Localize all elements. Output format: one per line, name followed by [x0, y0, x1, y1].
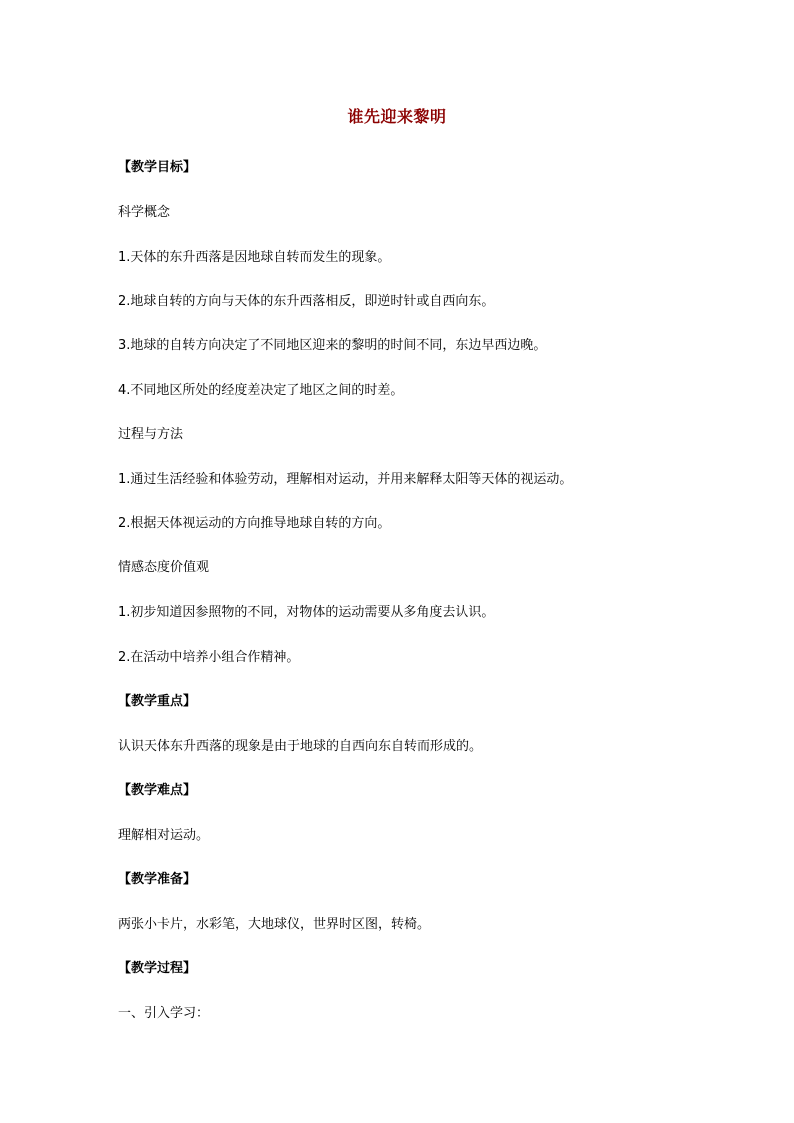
paragraph-line: 认识天体东升西落的现象是由于地球的自西向东自转而形成的。 [118, 739, 483, 754]
paragraph-line: 1.天体的东升西落是因地球自转而发生的现象。 [118, 250, 391, 265]
subheading-process-methods: 过程与方法 [118, 427, 184, 442]
document-title: 谁先迎来黎明 [347, 107, 447, 126]
paragraph-line: 2.在活动中培养小组合作精神。 [118, 650, 300, 665]
paragraph-line: 两张小卡片，水彩笔，大地球仪，世界时区图，转椅。 [118, 917, 431, 932]
paragraph-line: 一、引入学习： [118, 1006, 210, 1021]
section-heading-teaching-process: 【教学过程】 [118, 961, 197, 976]
subheading-attitude-values: 情感态度价值观 [118, 560, 210, 575]
paragraph-line: 1.初步知道因参照物的不同，对物体的运动需要从多角度去认识。 [118, 605, 495, 620]
paragraph-line: 2.地球自转的方向与天体的东升西落相反，即逆时针或自西向东。 [118, 294, 495, 309]
section-heading-preparation: 【教学准备】 [118, 872, 197, 887]
paragraph-line: 2.根据天体视运动的方向推导地球自转的方向。 [118, 516, 391, 531]
paragraph-line: 4.不同地区所处的经度差决定了地区之间的时差。 [118, 383, 404, 398]
paragraph-line: 3.地球的自转方向决定了不同地区迎来的黎明的时间不同，东边早西边晚。 [118, 338, 547, 353]
section-heading-difficulties: 【教学难点】 [118, 783, 197, 798]
section-heading-teaching-goals: 【教学目标】 [118, 160, 197, 175]
section-heading-key-points: 【教学重点】 [118, 694, 197, 709]
paragraph-line: 理解相对运动。 [118, 828, 210, 843]
subheading-science-concepts: 科学概念 [118, 205, 171, 220]
paragraph-line: 1.通过生活经验和体验劳动，理解相对运动，并用来解释太阳等天体的视运动。 [118, 472, 573, 487]
